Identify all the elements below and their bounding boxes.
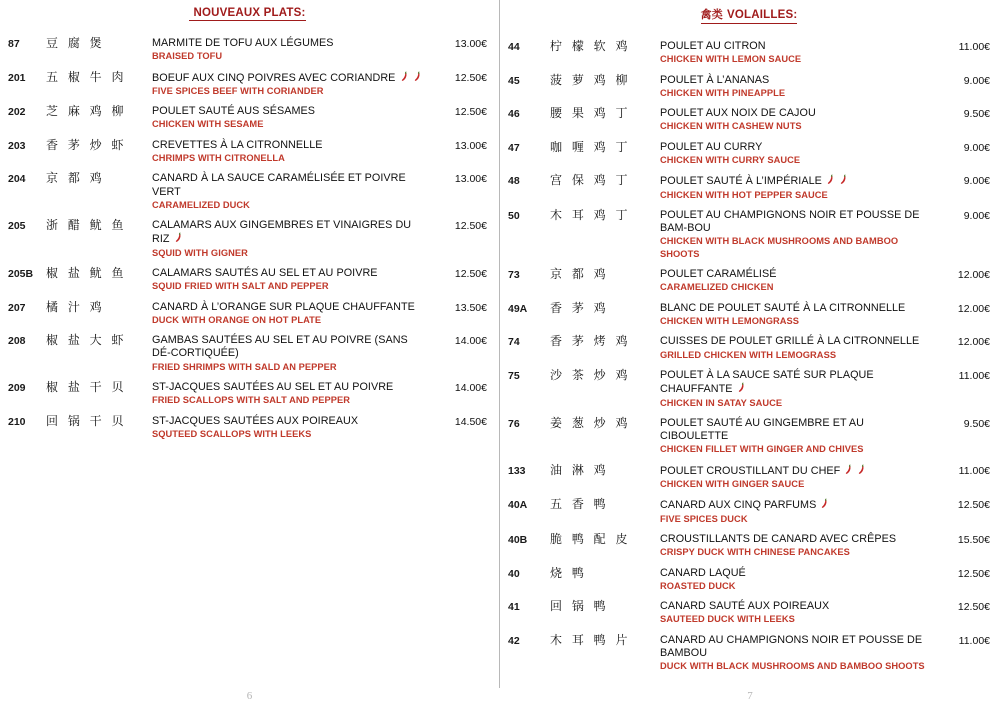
menu-item [8,37,487,63]
menu-item-chinese-name: 香 茅 烤 鸡 [550,334,631,349]
menu-item-name-en: CRISPY DUCK WITH CHINESE PANCAKES [660,547,850,558]
menu-item [8,172,487,211]
menu-item-code: 87 [8,38,20,50]
menu-item [508,335,990,361]
menu-item [508,369,990,409]
menu-item-chinese-name: 宫 保 鸡 丁 [550,173,631,188]
menu-item-price: 9.00€ [963,74,990,87]
menu-item-name-fr [152,301,429,314]
menu-item-name-en: CARAMELIZED CHICKEN [660,282,774,293]
menu-item-name-fr-text: GAMBAS SAUTÉES AU SEL ET AU POIVRE (SANS DÉ-CORTIQUÉE) [152,334,408,360]
menu-item-chinese-name: 浙 醋 鱿 鱼 [46,218,127,233]
menu-item [8,301,487,327]
menu-item-name-fr-text: POULET AU CHAMPIGNONS NOIR ET POUSSE DE BAM-BOU [660,209,920,235]
menu-item [8,139,487,165]
menu-item-chinese-name: 香 茅 炒 虾 [46,137,127,152]
menu-item-text [660,302,938,328]
menu-item-name-fr [152,139,429,152]
menu-item-chinese-name: 菠 萝 鸡 柳 [550,72,631,87]
menu-item-chinese-name: 回 锅 干 贝 [46,413,127,428]
menu-item-price: 12.50€ [957,499,990,512]
menu-item-code: 202 [8,106,26,119]
menu-item-name-fr-text: BOEUF AUX CINQ POIVRES AVEC CORIANDRE [152,71,396,84]
menu-item-name-en: CHRIMPS WITH CITRONELLA [152,153,285,164]
menu-item-code: 48 [508,175,520,188]
menu-item-name-fr-text: POULET CARAMÉLISÉ [660,268,777,281]
menu-item-text [152,139,435,165]
menu-item-price: 13.00€ [454,139,487,152]
chili-pepper-icon [826,174,835,185]
menu-item-name-en: CHICKEN WITH HOT PEPPER SAUCE [660,189,828,200]
menu-item-name-en: CHICKEN WITH LEMONGRASS [660,316,800,327]
menu-item-name-en: DUCK WITH ORANGE ON HOT PLATE [152,314,322,325]
menu-item-name-en: ROASTED DUCK [660,580,736,591]
menu-item-name-fr [660,417,932,443]
menu-item-name-en: CHICKEN WITH GINGER SAUCE [660,478,805,489]
menu-item [508,268,990,294]
menu-item-name-en: SQUTEED SCALLOPS WITH LEEKS [152,428,312,439]
menu-item-chinese-name: 烧 鸭 [550,565,587,580]
menu-item-name-fr [152,381,429,394]
menu-item-chinese-name: 回 锅 鸭 [550,599,609,614]
menu-item [8,219,487,259]
menu-item [508,40,990,66]
menu-item [8,415,487,441]
menu-item-price: 9.00€ [963,210,990,223]
menu-item-chinese-name: 咖 喱 鸡 丁 [550,139,631,154]
menu-item-chinese-name: 五 香 鸭 [550,497,609,512]
menu-item-code: 210 [8,415,26,428]
menu-item-name-fr-text: CALAMARS SAUTÉS AU SEL ET AU POIVRE [152,267,378,280]
menu-item-name-en: CARAMELIZED DUCK [152,199,250,210]
menu-item-name-fr-text: CANARD À LA SAUCE CARAMÉLISÉE ET POIVRE VERT [152,172,406,198]
menu-item-name-fr-text: POULET CROUSTILLANT DU CHEF [660,464,841,477]
section-header-right-chinese: 禽类 [700,8,724,21]
menu-item-name-fr [660,40,932,53]
menu-item [508,634,990,673]
menu-item-code: 40B [508,533,528,546]
menu-item [508,209,990,260]
menu-item-price: 14.50€ [454,415,487,428]
menu-item-name-fr-text: CANARD AU CHAMPIGNONS NOIR ET POUSSE DE BAMBOU [660,633,923,659]
menu-item-code: 205 [8,220,26,233]
menu-item-code: 47 [508,141,520,154]
menu-item-price: 9.50€ [963,108,990,121]
menu-item-code: 49A [508,302,528,315]
menu-item-name-fr-text: ST-JACQUES SAUTÉES AU SEL ET AU POIVRE [152,381,394,394]
menu-item-name-en: FRIED SHRIMPS WITH SALD AN PEPPER [152,361,337,372]
menu-item-name-fr-text: CALAMARS AUX GINGEMBRES ET VINAIGRES DU RIZ [152,219,412,246]
menu-item-name-en: CHICKEN IN SATAY SAUCE [660,397,783,408]
menu-item-code: 40 [508,567,520,580]
section-header-right-title: VOLAILLES: [727,9,798,21]
menu-item-name-fr [660,567,932,580]
menu-item-name-fr [152,334,429,360]
menu-item-text [660,634,938,673]
menu-item [8,105,487,131]
menu-item [508,107,990,133]
section-header-right [508,0,990,26]
menu-item-price: 9.50€ [963,417,990,430]
menu-item-name-en: CHICKEN FILLET WITH GINGER AND CHIVES [660,444,864,455]
menu-item-text [152,37,435,63]
menu-item-text [660,209,938,260]
menu-item [508,567,990,593]
menu-item-code: 46 [508,108,520,121]
menu-item-code: 41 [508,601,520,614]
menu-item-list-right [508,40,990,673]
menu-item [8,267,487,293]
menu-item-name-en: SQUID FRIED WITH SALT AND PEPPER [152,281,329,292]
menu-item-name-en: BRAISED TOFU [152,51,223,62]
menu-item [508,533,990,559]
menu-item-text [660,498,938,525]
menu-item-name-fr-text: CREVETTES À LA CITRONNELLE [152,138,323,151]
menu-item-text [152,415,435,441]
menu-item [508,417,990,456]
menu-item-name-fr [660,634,932,660]
menu-item-name-fr [660,74,932,87]
menu-item-chinese-name: 木 耳 鸭 片 [550,632,631,647]
section-header-left [8,0,487,23]
page-number-left: 6 [246,690,253,702]
menu-item-price: 12.00€ [957,302,990,315]
menu-item-name-fr-text: CANARD À L’ORANGE SUR PLAQUE CHAUFFANTE [152,300,415,313]
menu-item-text [660,174,938,201]
menu-item-text [152,334,435,373]
menu-item-name-fr [152,172,429,198]
menu-item-code: 203 [8,139,26,152]
menu-item-chinese-name: 椒 盐 大 虾 [46,333,127,348]
menu-item-price: 11.00€ [958,370,990,383]
menu-item-name-en: SAUTEED DUCK WITH LEEKS [660,614,795,625]
menu-item-name-fr [660,209,932,235]
menu-item-text [660,107,938,133]
menu-item-price: 13.00€ [454,38,487,50]
menu-item-text [152,219,435,259]
menu-item-name-en: SQUID WITH GIGNER [152,247,248,258]
menu-item-list-left [8,37,487,440]
menu-item-name-fr-text: CANARD LAQUÉ [660,566,746,579]
menu-item-name-fr-text: CROUSTILLANTS DE CANARD AVEC CRÊPES [660,532,897,545]
menu-item-text [152,267,435,293]
menu-item [508,302,990,328]
menu-item-name-fr-text: POULET AU CURRY [660,140,763,153]
menu-item-code: 40A [508,499,528,512]
menu-item-code: 50 [508,210,520,223]
menu-item-chinese-name: 橘 汁 鸡 [46,299,105,314]
menu-item-price: 12.00€ [957,336,990,349]
menu-item-name-en: FIVE SPICES DUCK [660,513,748,524]
menu-item-price: 14.00€ [454,335,487,348]
menu-item-chinese-name: 豆 腐 煲 [46,36,105,50]
menu-item-name-en: CHICKEN WITH PINEAPPLE [660,87,786,98]
menu-item-price: 13.50€ [454,301,487,314]
menu-column-right [500,0,1000,681]
menu-item-price: 12.50€ [454,220,487,233]
menu-item [8,71,487,98]
menu-item-price: 12.50€ [454,106,487,119]
section-header-left-title: NOUVEAUX PLATS: [193,7,306,19]
menu-item-chinese-name: 京 都 鸡 [46,171,105,186]
menu-item-code: 42 [508,634,520,647]
menu-item-name-en: GRILLED CHICKEN WITH LEMOGRASS [660,349,837,360]
menu-item-code: 45 [508,74,520,87]
menu-item-price: 14.00€ [454,382,487,395]
menu-item-text [152,301,435,327]
menu-item [8,381,487,407]
menu-item-text [660,335,938,361]
menu-item-price: 12.50€ [957,567,990,580]
menu-item-name-en: CHICKEN WITH LEMON SAUCE [660,54,802,65]
menu-item-price: 15.50€ [957,533,990,546]
chili-pepper-icon [844,464,853,475]
chili-pepper-icon [839,174,848,185]
menu-item-name-fr [660,600,932,613]
menu-item-code: 209 [8,382,26,395]
menu-item-name-fr-text: POULET AUX NOIX DE CAJOU [660,107,816,120]
menu-item-chinese-name: 椒 盐 鱿 鱼 [46,266,127,281]
menu-item [508,174,990,201]
chili-pepper-icon [400,71,409,82]
menu-item-chinese-name: 柠 檬 软 鸡 [550,39,631,53]
menu-item-name-fr [152,219,429,246]
menu-item-code: 204 [8,173,26,186]
menu-item-name-en: CHICKEN WITH CURRY SAUCE [660,155,801,166]
menu-item-name-fr [152,37,429,50]
menu-item-text [660,464,938,491]
menu-item-price: 9.00€ [963,175,990,188]
menu-item-name-fr-text: POULET SAUTÉ AUS SÉSAMES [152,105,316,118]
menu-item-name-fr [660,335,932,348]
menu-item-code: 205B [8,268,34,281]
chili-pepper-icon [174,232,183,243]
menu-item-code: 208 [8,335,26,348]
menu-item-text [660,417,938,456]
menu-item-name-fr [660,141,932,154]
menu-item-code: 201 [8,71,26,84]
menu-item-name-fr-text: CUISSES DE POULET GRILLÉ À LA CITRONNELLE [660,335,920,348]
menu-item-name-en: DUCK WITH BLACK MUSHROOMS AND BAMBOO SHOOTS [660,661,925,672]
menu-item-price: 12.50€ [454,268,487,281]
menu-item-text [152,71,435,98]
menu-item-chinese-name: 腰 果 鸡 丁 [550,106,631,121]
menu-item-name-fr [660,302,932,315]
menu-item-name-en: FRIED SCALLOPS WITH SALT AND PEPPER [152,395,351,406]
menu-item-text [660,533,938,559]
menu-item-price: 13.00€ [454,173,487,186]
menu-item-text [660,369,938,409]
menu-item [508,498,990,525]
menu-item-name-fr [660,174,932,188]
menu-item [508,464,990,491]
menu-column-left [0,0,499,448]
menu-item-chinese-name: 芝 麻 鸡 柳 [46,104,127,119]
menu-item [8,334,487,373]
menu-item-name-fr-text: POULET AU CITRON [660,40,766,52]
menu-item-name-fr-text: POULET SAUTÉ AU GINGEMBRE ET AU CIBOULETTE [660,416,864,443]
menu-item-chinese-name: 脆 鸭 配 皮 [550,531,631,546]
menu-item-name-fr [660,533,932,546]
menu-item-text [660,141,938,167]
menu-item-text [660,567,938,593]
menu-item-name-fr [152,415,429,428]
menu-item-text [660,600,938,626]
chili-pepper-icon [737,382,746,393]
menu-item-name-en: CHICKEN WITH SESAME [152,119,264,130]
menu-item-text [152,172,435,211]
menu-item-code: 44 [508,41,520,53]
menu-item-name-fr [660,464,932,478]
menu-item-text [152,381,435,407]
page-number-right: 7 [747,690,753,702]
menu-item-name-fr-text: POULET SAUTÉ À L’IMPÉRIALE [660,175,822,188]
menu-item-chinese-name: 沙 茶 炒 鸡 [550,368,631,383]
menu-item-text [660,74,938,100]
menu-item [508,600,990,626]
menu-item-text [660,268,938,294]
menu-item-price: 9.00€ [963,141,990,154]
menu-item-price: 11.00€ [958,41,990,53]
menu-item-code: 75 [508,370,520,383]
menu-item-text [152,105,435,131]
menu-item-chinese-name: 油 淋 鸡 [550,462,609,477]
menu-item [508,141,990,167]
menu-item-price: 12.50€ [957,601,990,614]
menu-item-name-fr-text: CANARD AUX CINQ PARFUMS [660,499,817,512]
menu-item-name-fr [660,268,932,281]
chili-pepper-icon [413,71,422,82]
menu-item-name-fr-text: BLANC DE POULET SAUTÉ À LA CITRONNELLE [660,301,906,314]
menu-item-name-fr [152,71,429,85]
chili-pepper-icon [820,498,829,509]
menu-item-code: 73 [508,269,520,282]
chili-pepper-icon [857,464,866,475]
menu-item-chinese-name: 姜 葱 炒 鸡 [550,415,631,430]
menu-item-name-en: FIVE SPICES BEEF WITH CORIANDER [152,85,324,96]
menu-item-name-en: CHICKEN WITH BLACK MUSHROOMS AND BAMBOO SHOOTS [660,236,899,259]
menu-item [508,74,990,100]
menu-item-name-fr [660,369,932,396]
menu-item-price: 11.00€ [958,464,990,477]
menu-item-name-fr-text: POULET À L’ANANAS [660,73,770,86]
menu-item-name-fr [660,107,932,120]
menu-item-chinese-name: 椒 盐 干 贝 [46,380,127,395]
menu-item-chinese-name: 木 耳 鸡 丁 [550,208,631,223]
menu-item-name-fr [152,105,429,118]
menu-item-price: 12.50€ [454,71,487,84]
menu-item-name-fr [660,498,932,512]
menu-item-name-fr-text: ST-JACQUES SAUTÉES AUX POIREAUX [152,414,359,427]
menu-item-chinese-name: 京 都 鸡 [550,267,609,282]
menu-item-text [660,40,938,66]
menu-item-price: 11.00€ [958,634,990,647]
menu-item-chinese-name: 五 椒 牛 肉 [46,69,127,84]
menu-item-name-fr [152,267,429,280]
menu-item-name-fr-text: POULET À LA SAUCE SATÉ SUR PLAQUE CHAUFFANTE [660,369,874,396]
menu-item-name-fr-text: CANARD SAUTÉ AUX POIREAUX [660,600,830,613]
menu-item-name-fr-text: MARMITE DE TOFU AUX LÉGUMES [152,37,334,49]
menu-item-code: 76 [508,417,520,430]
menu-item-chinese-name: 香 茅 鸡 [550,300,609,315]
menu-item-price: 12.00€ [957,269,990,282]
menu-item-code: 133 [508,464,526,477]
menu-item-code: 74 [508,336,520,349]
menu-item-code: 207 [8,301,26,314]
menu-item-name-en: CHICKEN WITH CASHEW NUTS [660,121,802,132]
